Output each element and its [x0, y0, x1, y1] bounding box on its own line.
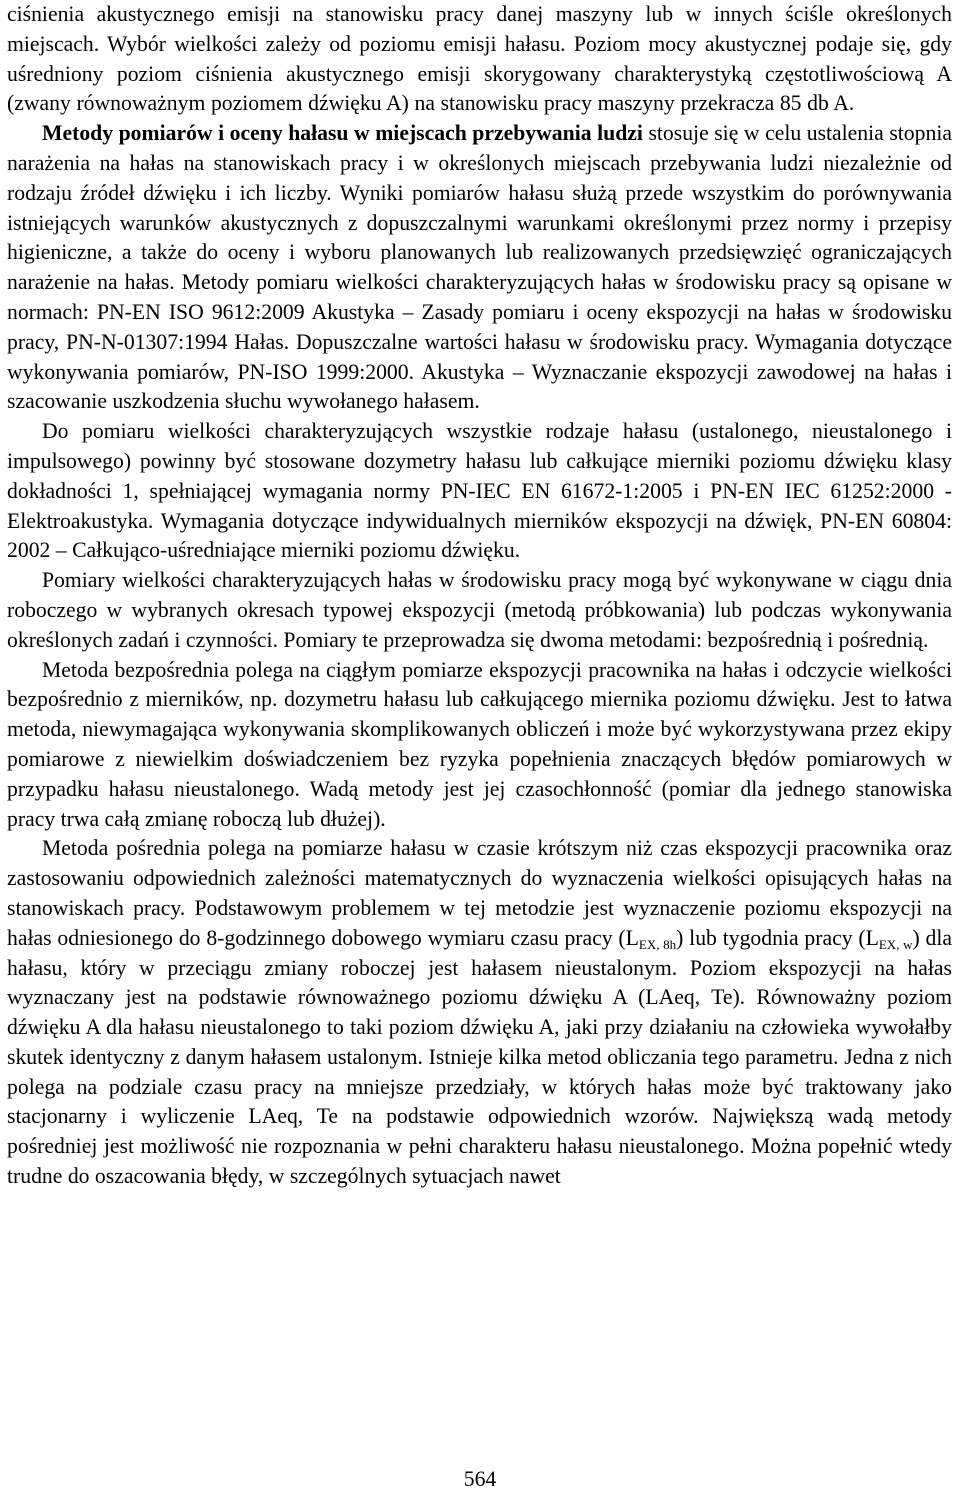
- paragraph-5: Metoda bezpośrednia polega na ciągłym pomiarze ekspozycji pracownika na hałas i odczycie wielkości bezpośrednio z mierników, np. dozymetru hałasu lub całkującego miernika poziomu dźwięku. Jest to łatwa metoda, niewymagająca wykonywania skomplikowanych obliczeń i może być wykorzystywana przez ekipy pomiarowe z niewielkim doświadczeniem bez ryzyka popełnienia znaczących błędów pomiarowych w przypadku hałasu nieustalonego. Wadą metody jest jej czasochłonność (pomiar dla jednego stanowiska pracy trwa całą zmianę roboczą lub dłużej).: [7, 657, 952, 831]
- paragraph-6: [7, 834, 952, 1192]
- page-number: 564: [463, 1467, 497, 1491]
- paragraph-2-text: stosuje się w celu ustalenia stopnia narażenia na hałas na stanowiskach pracy i w określonych miejscach przebywania ludzi niezależnie od rodzaju źródeł dźwięku i ich liczby. Wyniki pomiarów hałasu służą przede wszystkim do porównywania istniejących warunków akustycznych z dopuszczalnymi warunkami określonymi przez normy i przepisy higieniczne, a także do oceny i wyboru planowanych lub realizowanych przedsięwzięć ograniczających narażenie na hałas. Metody pomiaru wielkości charakteryzujących hałas w środowisku pracy są opisane w normach: PN-EN ISO 9612:2009 Akustyka – Zasady pomiaru i oceny ekspozycji na hałas w środowisku pracy, PN-N-01307:1994 Hałas. Dopuszczalne wartości hałasu w środowisku pracy. Wymagania dotyczące wykonywania pomiarów, PN-ISO 1999:2000. Akustyka – Wyznaczanie ekspozycji zawodowej na hałas i szacowanie uszkodzenia słuchu wywołanego hałasem.: [7, 121, 952, 414]
- paragraph-6-text-b: ) lub tygodnia pracy (L: [676, 925, 879, 950]
- subscript-ex-w: EX, w: [878, 936, 913, 952]
- paragraph-1: ciśnienia akustycznego emisji na stanowisku pracy danej maszyny lub w innych ściśle określonych miejscach. Wybór wielkości zależy od poziomu emisji hałasu. Poziom mocy akustycznej podaje się, gdy uśredniony poziom ciśnienia akustycznego emisji skorygowany charakterystyką częstotliwościową A (zwany równoważnym poziomem dźwięku A) na stanowisku pracy maszyny przekracza 85 db A.: [7, 2, 952, 116]
- paragraph-2: [7, 119, 952, 417]
- paragraph-6-text-a: Metoda pośrednia polega na pomiarze hałasu w czasie krótszym niż czas ekspozycji pracownika oraz zastosowaniu odpowiednich zależności matematycznych do wyznaczenia wielkości opisujących hałas na stanowiskach pracy. Podstawowym problemem w tej metodzie jest wyznaczenie poziomu ekspozycji na hałas odniesionego do 8-godzinnego dobowego wymiaru czasu pracy (L: [7, 836, 952, 950]
- paragraph-3: Do pomiaru wielkości charakteryzujących wszystkie rodzaje hałasu (ustalonego, nieustalonego i impulsowego) powinny być stosowane dozymetry hałasu lub całkujące mierniki poziomu dźwięku klasy dokładności 1, spełniającej wymagania normy PN-IEC EN 61672-1:2005 i PN-EN IEC 61252:2000 - Elektroakustyka. Wymagania dotyczące indywidualnych mierników ekspozycji na dźwięk, PN-EN 60804: 2002 – Całkująco-uśredniające mierniki poziomu dźwięku.: [7, 419, 952, 563]
- paragraph-4: Pomiary wielkości charakteryzujących hałas w środowisku pracy mogą być wykonywane w ciągu dnia roboczego w wybranych okresach typowej ekspozycji (metodą próbkowania) lub podczas wykonywania określonych zadań i czynności. Pomiary te przeprowadza się dwoma metodami: bezpośrednią i pośrednią.: [7, 568, 952, 652]
- paragraph-2-bold-lead: Metody pomiarów i oceny hałasu w miejscach przebywania ludzi: [42, 121, 643, 146]
- paragraph-6-text-c: ) dla hałasu, który w przeciągu zmiany roboczej jest hałasem nieustalonym. Poziom ekspozycji na hałas wyznaczany jest na podstawie równoważnego poziomu dźwięku A (LAeq, Te). Równoważny poziom dźwięku A dla hałasu nieustalonego to taki poziom dźwięku A, jaki przy działaniu na człowieka wywołałby skutek identyczny z danym hałasem ustalonym. Istnieje kilka metod obliczania tego parametru. Jedna z nich polega na podziale czasu pracy na mniejsze przedziały, w których hałas może być traktowany jako stacjonarny i wyliczenie LAeq, Te na podstawie odpowiednich wzorów. Największą wadą metody pośredniej jest możliwość nie rozpoznania w pełni charakteru hałasu nieustalonego. Można popełnić wtedy trudne do oszacowania błędy, w szczególnych sytuacjach nawet: [7, 925, 952, 1189]
- document-body: [7, 0, 952, 1192]
- subscript-ex-8h: EX, 8h: [638, 936, 677, 952]
